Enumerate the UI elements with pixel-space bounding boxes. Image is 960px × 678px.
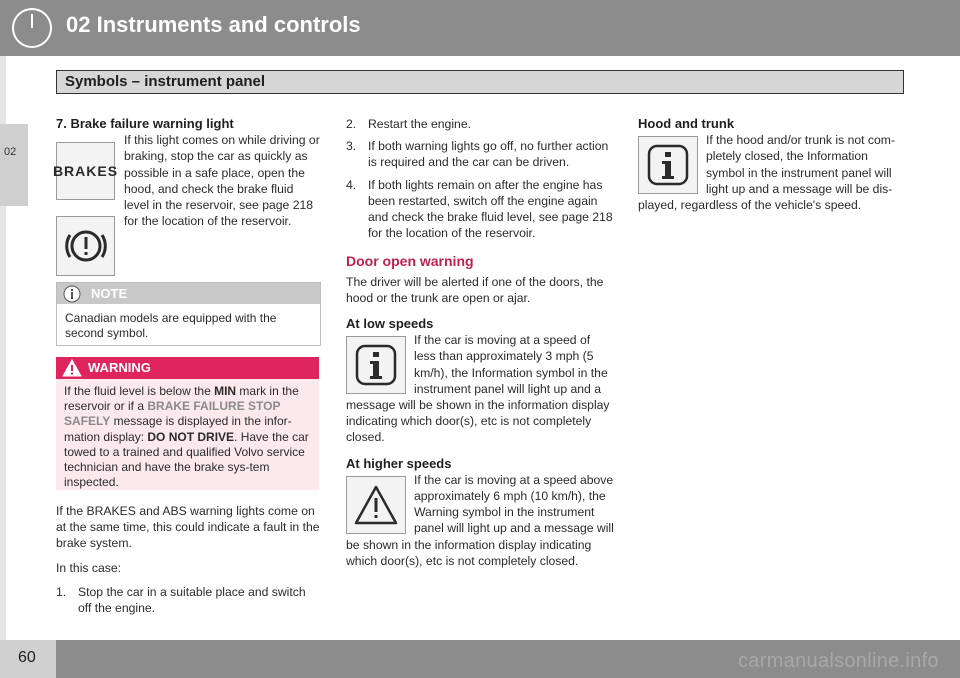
column-brake-warning bbox=[52, 116, 320, 262]
brake-heading: 7. Brake failure warning light bbox=[56, 116, 234, 131]
chapter-tab-label: 02 bbox=[4, 146, 17, 158]
warning-text-b: mark in the reservoir or if a bbox=[64, 384, 299, 414]
chapter-title: 02 Instruments and controls bbox=[66, 12, 361, 37]
brake-warning-icon bbox=[56, 216, 115, 276]
chapter-header bbox=[0, 0, 960, 56]
section-title: Symbols – instrument panel bbox=[65, 73, 266, 90]
list-item bbox=[346, 177, 614, 242]
column1-lower bbox=[56, 503, 322, 622]
high-speed-text: If the car is moving at a speed above approximately 6 mph (10 km/h), the Warning symbol in the instrument panel will light up and a message will be shown in the information display indicating which door(s), etc is not completely closed. bbox=[346, 472, 614, 568]
step-text: If both lights remain on after the engine has been restarted, switch off the engine again and check the brake fluid level, see page 218 for the location of the reservoir. bbox=[368, 177, 613, 241]
info-symbol bbox=[638, 136, 698, 194]
low-speed-heading: At low speeds bbox=[346, 316, 434, 332]
step-text: Restart the engine. bbox=[368, 117, 471, 131]
step-text: If both warning lights go off, no further action is required and the car can be driven. bbox=[368, 139, 609, 170]
warning-label: WARNING bbox=[88, 360, 151, 375]
column-door-warning bbox=[346, 116, 614, 569]
warning-box bbox=[56, 357, 319, 490]
warning-icon bbox=[353, 484, 399, 526]
hood-heading: Hood and trunk bbox=[638, 116, 735, 131]
column-hood-trunk bbox=[638, 116, 906, 213]
note-header bbox=[57, 283, 320, 304]
note-box bbox=[56, 282, 321, 346]
step-number: 4. bbox=[346, 177, 357, 192]
high-speed-heading: At higher speeds bbox=[346, 455, 452, 471]
warning-text bbox=[64, 384, 314, 490]
warning-symbol bbox=[346, 476, 406, 534]
hood-text: If the hood and/or trunk is not com-pletely closed, the Information symbol in the instrument panel will light up and a message will be dis-played, regardless of the vehicle's speed. bbox=[638, 133, 896, 213]
warning-text-c: message is displayed in the infor-mation display: bbox=[64, 414, 292, 444]
brakes-symbol bbox=[52, 142, 119, 200]
list-item bbox=[346, 138, 614, 170]
low-speed-block bbox=[346, 332, 614, 445]
low-speed-text: If the car is moving at a speed of less than approximately 3 mph (5 km/h), the Information symbol in the instrument panel will light up and a message will be shown in the information display indicating which door(s), etc is not completely closed. bbox=[346, 333, 610, 445]
information-icon bbox=[646, 143, 690, 187]
warning-do-not-drive: DO NOT DRIVE bbox=[147, 429, 235, 444]
brakes-symbol-text: BRAKES bbox=[52, 163, 119, 180]
note-text: Canadian models are equipped with the second symbol. bbox=[65, 311, 277, 340]
info-icon bbox=[63, 285, 81, 303]
door-heading: Door open warning bbox=[346, 253, 474, 270]
brake-para2: In this case: bbox=[56, 560, 122, 575]
door-text: The driver will be alerted if one of the doors, the hood or the trunk are open or ajar. bbox=[346, 274, 604, 305]
hood-block bbox=[638, 132, 906, 213]
brake-intro: If this light comes on while driving or braking, stop the car as quickly as possible in a safe place, open the hood, and check the brake fluid level in the reservoir, see page 218 for the location of the reservoir. bbox=[124, 133, 320, 229]
warning-triangle-icon bbox=[62, 359, 82, 377]
information-icon bbox=[354, 343, 398, 387]
chapter-tab bbox=[0, 124, 28, 206]
info-symbol bbox=[346, 336, 406, 394]
warning-text-d: . Have the car towed to a trained and qualified Volvo service technician and have the brake sys-tem inspected. bbox=[64, 429, 309, 490]
section-bar bbox=[56, 70, 904, 94]
step-text: Stop the car in a suitable place and switch off the engine. bbox=[78, 584, 306, 616]
warning-header bbox=[56, 357, 319, 379]
step-list-1 bbox=[56, 584, 322, 616]
warning-message: BRAKE FAILURE STOP SAFELY bbox=[64, 399, 281, 429]
speedometer-icon bbox=[10, 6, 54, 50]
brake-circle-icon bbox=[63, 223, 109, 269]
watermark: carmanualsonline.info bbox=[738, 650, 939, 672]
step-number: 3. bbox=[346, 139, 357, 154]
warning-min: MIN bbox=[214, 384, 237, 398]
list-item bbox=[346, 116, 614, 132]
step-number: 1. bbox=[56, 584, 67, 599]
note-label: NOTE bbox=[91, 286, 128, 301]
step-list-2 bbox=[346, 116, 614, 241]
page-number: 60 bbox=[18, 649, 36, 666]
list-item bbox=[56, 584, 322, 616]
brake-para1: If the BRAKES and ABS warning lights come on at the same time, this could indicate a fault in the brake system. bbox=[56, 504, 320, 551]
high-speed-block bbox=[346, 472, 614, 569]
step-number: 2. bbox=[346, 117, 357, 131]
warning-text-a: If the fluid level is below the bbox=[64, 384, 215, 398]
